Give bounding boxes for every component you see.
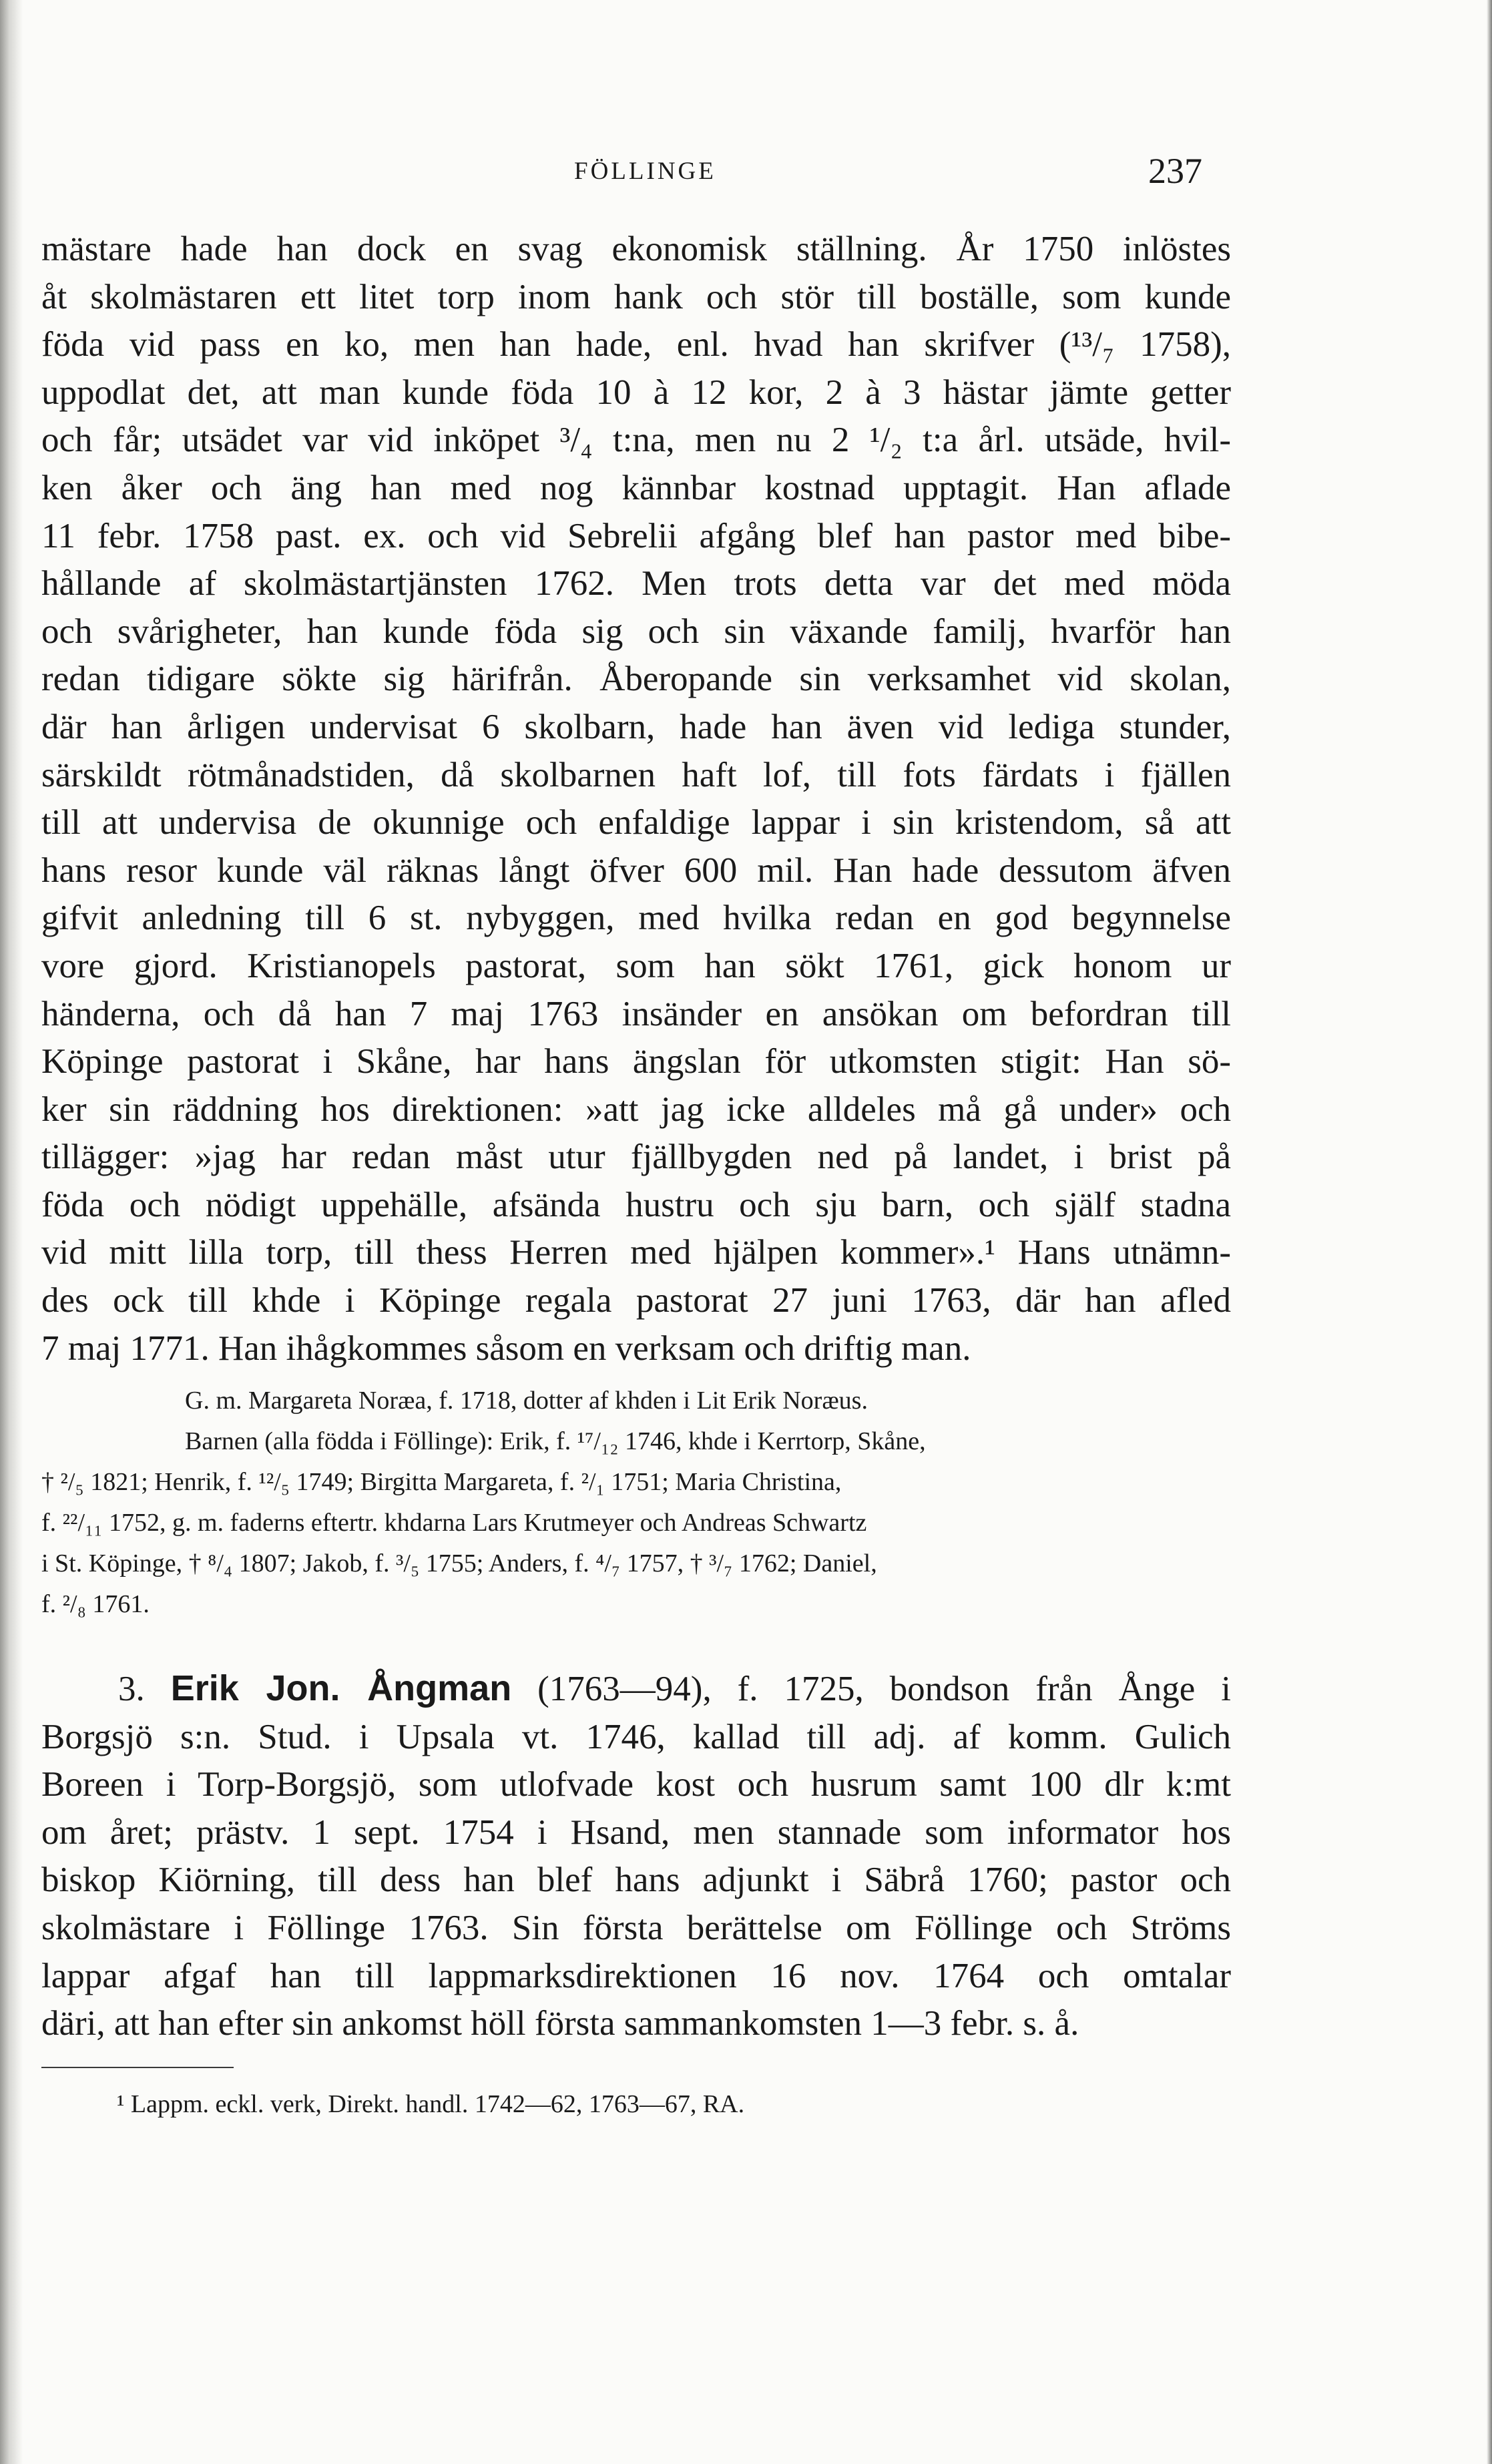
text-line: om året; prästv. 1 sept. 1754 i Hsand, men stannade som informator hos — [41, 1812, 1231, 1852]
text-line: ken åker och äng han med nog kännbar kostnad upptagit. Han aflade — [41, 468, 1231, 507]
text-line: och får; utsädet var vid inköpet ³/₄ t:na, men nu 2 ¹/₂ t:a årl. utsäde, hvil- — [41, 421, 1231, 460]
text-line: hållande af skolmästartjänsten 1762. Men trots detta var det med möda — [41, 564, 1231, 603]
text-line: särskildt rötmånadstiden, då skolbarnen haft lof, till fots färdats i fjällen — [41, 755, 1231, 794]
text-line: mästare hade han dock en svag ekonomisk ställning. År 1750 inlöstes — [41, 230, 1231, 268]
note-line: G. m. Margareta Noræa, f. 1718, dotter af khden i Lit Erik Noræus. — [185, 1387, 868, 1415]
text-line: där han årligen undervisat 6 skolbarn, hade han även vid lediga stunder, — [41, 707, 1231, 746]
text-line: tillägger: »jag har redan måst utur fjällbygden ned på landet, i brist på — [41, 1138, 1231, 1177]
page-number: 237 — [1148, 151, 1202, 191]
note-line: f. ²²/₁₁ 1752, g. m. faderns eftertr. khdarna Lars Krutmeyer och Andreas Schwartz — [41, 1509, 867, 1537]
section-person-name: Erik Jon. Ångman — [170, 1668, 512, 1708]
text-line-last: 7 maj 1771. Han ihågkommes såsom en verksam och driftig man. — [41, 1328, 971, 1368]
section-number: 3. — [118, 1670, 145, 1708]
text-line: händerna, och då han 7 maj 1763 insänder en ansökan om befordran till — [41, 994, 1231, 1033]
text-line: hans resor kunde väl räknas långt öfver 600 mil. Han hade dessutom äfven — [41, 850, 1231, 890]
text-line: Boreen i Torp-Borgsjö, som utlofvade kost och husrum samt 100 dlr k:mt — [41, 1765, 1231, 1804]
page-header — [0, 150, 1492, 204]
text-line: uppodlat det, att man kunde föda 10 à 12 kor, 2 à 3 hästar jämte getter — [41, 373, 1231, 412]
section-heading-line — [41, 1665, 1231, 1714]
note-line: † ²/₅ 1821; Henrik, f. ¹²/₅ 1749; Birgitta Margareta, f. ²/₁ 1751; Maria Christina, — [41, 1468, 842, 1496]
page-right-shadow — [1487, 0, 1492, 2464]
text-line: föda och nödigt uppehälle, afsända hustru och sju barn, och själf stadna — [41, 1185, 1231, 1224]
text-line: vore gjord. Kristianopels pastorat, som han sökt 1761, gick honom ur — [41, 946, 1231, 985]
text-line: Borgsjö s:n. Stud. i Upsala vt. 1746, kallad till adj. af komm. Gulich — [41, 1717, 1231, 1756]
section-heading-rest: (1763—94), f. 1725, bondson från Ånge i — [537, 1670, 1232, 1708]
note-line: Barnen (alla födda i Föllinge): Erik, f. ¹⁷/₁₂ 1746, khde i Kerrtorp, Skåne, — [185, 1427, 926, 1455]
text-line: Köpinge pastorat i Skåne, har hans ängslan för utkomsten stigit: Han sö- — [41, 1042, 1231, 1081]
footnote: ¹ Lappm. eckl. verk, Direkt. handl. 1742—62, 1763—67, RA. — [117, 2090, 745, 2118]
text-line: redan tidigare sökte sig härifrån. Åberopande sin verksamhet vid skolan, — [41, 660, 1231, 699]
main-paragraph — [41, 226, 1231, 1373]
text-line: ker sin räddning hos direktionen: »att jag icke alldeles må gå under» och — [41, 1089, 1231, 1129]
text-line: åt skolmästaren ett litet torp inom hank och stör till boställe, som kunde — [41, 277, 1231, 316]
running-title: FÖLLINGE — [574, 158, 716, 185]
text-line: des ock till khde i Köpinge regala pastorat 27 juni 1763, där han afled — [41, 1281, 1231, 1320]
page-left-shadow — [0, 0, 23, 2464]
text-line: lappar afgaf han till lappmarksdirektionen 16 nov. 1764 och omtalar — [41, 1956, 1231, 1995]
text-line: skolmästare i Föllinge 1763. Sin första berättelse om Föllinge och Ströms — [41, 1908, 1231, 1947]
footnote-divider — [41, 2067, 234, 2068]
family-notes — [41, 1381, 1231, 1625]
text-line: 11 febr. 1758 past. ex. och vid Sebrelii afgång blef han pastor med bibe- — [41, 516, 1231, 555]
note-line: f. ²/₈ 1761. — [41, 1590, 150, 1618]
section-3-entry — [41, 1665, 1231, 2048]
text-line: föda vid pass en ko, men han hade, enl. hvad han skrifver (¹³/₇ 1758), — [41, 325, 1231, 364]
note-line: i St. Köpinge, † ⁸/₄ 1807; Jakob, f. ³/₅ 1755; Anders, f. ⁴/₇ 1757, † ³/₇ 1762; Daniel, — [41, 1549, 877, 1577]
text-line: vid mitt lilla torp, till thess Herren med hjälpen kommer».¹ Hans utnämn- — [41, 1233, 1231, 1272]
text-line-last: däri, att han efter sin ankomst höll första sammankomsten 1—3 febr. s. å. — [41, 2004, 1079, 2043]
text-line: biskop Kiörning, till dess han blef hans adjunkt i Säbrå 1760; pastor och — [41, 1861, 1231, 1900]
text-line: gifvit anledning till 6 st. nybyggen, med hvilka redan en god begynnelse — [41, 899, 1231, 938]
text-line: och svårigheter, han kunde föda sig och sin växande familj, hvarför han — [41, 611, 1231, 651]
text-line: till att undervisa de okunnige och enfaldige lappar i sin kristendom, så att — [41, 803, 1231, 842]
